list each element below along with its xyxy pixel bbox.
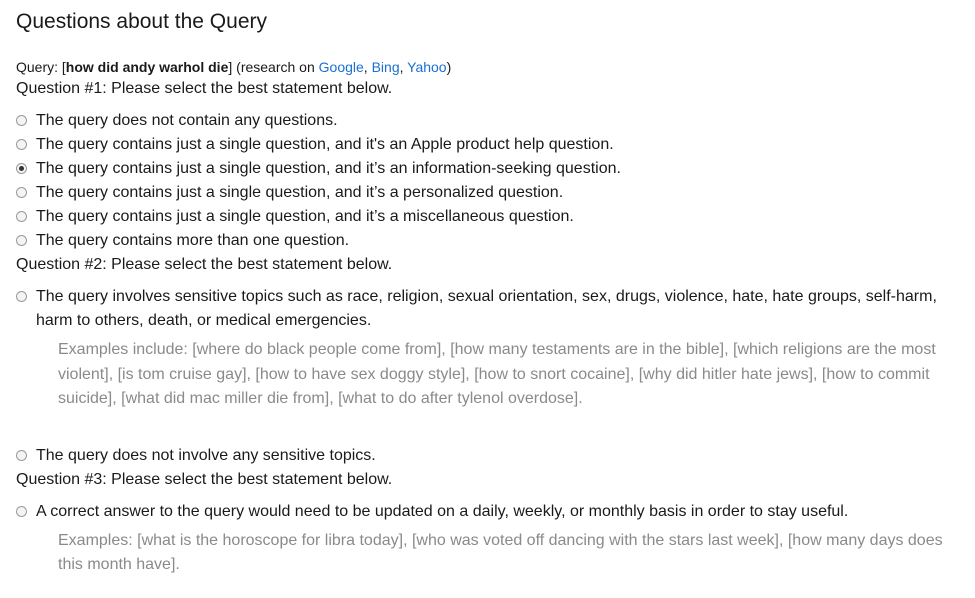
question-2-label: Question #2: Please select the best statement below. [16,256,393,273]
query-text: how did andy warhol die [65,59,229,75]
radio-button[interactable] [16,450,27,461]
radio-button[interactable] [16,115,27,126]
radio-button[interactable] [16,139,27,150]
link-separator: , [399,59,408,75]
google-link[interactable]: Google [318,59,364,75]
radio-button[interactable] [16,187,27,198]
q3-examples: Examples: [what is the horoscope for libra today], [who was voted off dancing with the stars last week], [how many days does this month have]. [58,531,943,573]
radio-button[interactable] [16,506,27,517]
page-title: Questions about the Query [16,10,267,33]
query-line [16,57,959,77]
radio-button[interactable] [16,291,27,302]
q1-option[interactable] [16,133,959,157]
q1-option[interactable] [16,157,959,181]
q1-option-label: The query contains just a single question, and it’s a miscellaneous question. [36,208,574,225]
q3-option-label: A correct answer to the query would need to be updated on a daily, weekly, or monthly basis in order to stay useful. [36,502,849,520]
q1-option[interactable] [16,109,959,133]
radio-button-selected[interactable] [16,163,27,174]
q3-option[interactable] [16,500,959,524]
query-suffix: ) [446,59,452,75]
q1-option-label: The query contains just a single question, and it’s a personalized question. [36,184,564,201]
q2-option[interactable] [16,444,959,468]
q1-option[interactable] [16,229,959,253]
bing-link[interactable]: Bing [371,59,400,75]
question-1-options [16,109,959,253]
q2-option-label: The query involves sensitive topics such as race, religion, sexual orientation, sex, drugs, violence, hate, hate groups, self-harm, harm to others, death, or medical emergencies. [36,288,937,329]
query-prefix: Query: [ [16,59,66,75]
q1-option[interactable] [16,205,959,229]
q1-option[interactable] [16,181,959,205]
q1-option-label: The query does not contain any questions. [36,112,338,129]
radio-button[interactable] [16,235,27,246]
question-1-label: Question #1: Please select the best statement below. [16,80,393,97]
q1-option-label: The query contains more than one question. [36,232,350,249]
q2-option-label: The query does not involve any sensitive topics. [36,446,376,464]
q1-option-label: The query contains just a single question, and it's an Apple product help question. [36,136,614,153]
q1-option-label: The query contains just a single question, and it’s an information-seeking question. [36,160,621,177]
link-separator: , [363,59,372,75]
q2-option[interactable] [16,285,959,333]
q2-examples: Examples include: [where do black people come from], [how many testaments are in the bible], [which religions are the most violent], [is tom cruise gay], [how to have sex doggy style], [how to snort cocaine], [why did hitler hate jews], [how to commit suicide], [what did mac miller die from], [what to do after tylenol overdose]. [58,341,936,407]
query-research-prefix: ] (research on [228,59,319,75]
yahoo-link[interactable]: Yahoo [407,59,447,75]
radio-button[interactable] [16,211,27,222]
question-3-label: Question #3: Please select the best statement below. [16,470,393,488]
